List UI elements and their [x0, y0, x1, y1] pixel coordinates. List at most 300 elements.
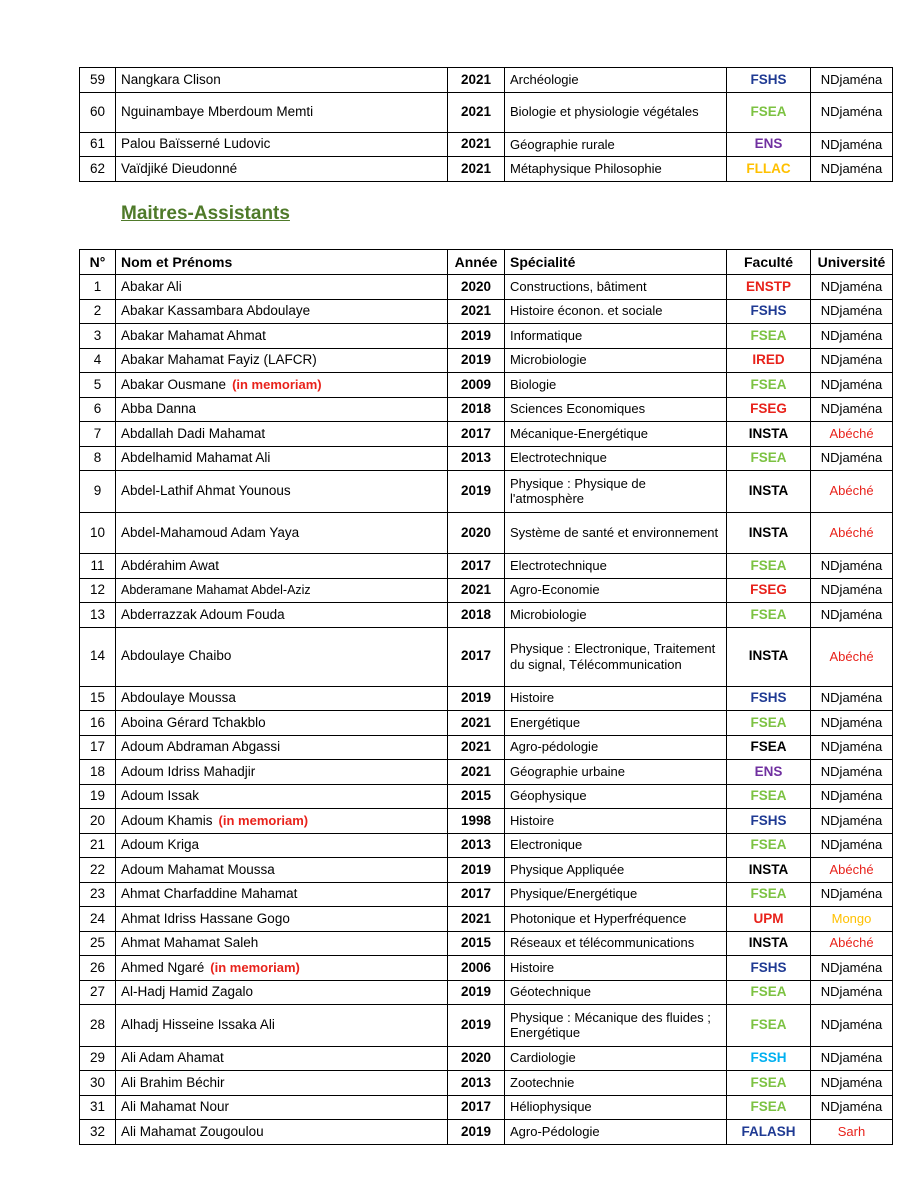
- row-name-text: Adoum Kriga: [121, 837, 200, 853]
- row-number: 23: [80, 882, 116, 907]
- table-row: [80, 373, 893, 398]
- row-year: 1998: [448, 809, 505, 834]
- row-year: 2015: [448, 931, 505, 956]
- row-name-text: Ali Mahamat Nour: [121, 1099, 230, 1115]
- row-number: 2: [80, 299, 116, 324]
- header-year: Année: [448, 250, 505, 275]
- row-name-text: Alhadj Hisseine Issaka Ali: [121, 1017, 275, 1033]
- table-row: [80, 931, 893, 956]
- row-number: 30: [80, 1071, 116, 1096]
- row-university: NDjaména: [811, 603, 893, 628]
- table-row: [80, 324, 893, 349]
- row-name: [116, 422, 448, 447]
- row-specialty: Physique : Physique de l'atmosphère: [505, 471, 727, 513]
- table-row: [80, 603, 893, 628]
- row-faculty: FSHS: [727, 686, 811, 711]
- row-name-text: Abba Danna: [121, 401, 197, 417]
- row-year: 2019: [448, 324, 505, 349]
- row-specialty: Electronique: [505, 833, 727, 858]
- in-memoriam-note: (in memoriam): [232, 376, 322, 392]
- row-faculty: INSTA: [727, 471, 811, 513]
- table-header-row: [80, 250, 893, 275]
- row-year: 2013: [448, 1071, 505, 1096]
- row-university: NDjaména: [811, 784, 893, 809]
- row-faculty: FSEA: [727, 882, 811, 907]
- row-faculty: FSSH: [727, 1046, 811, 1071]
- row-specialty: Géotechnique: [505, 980, 727, 1005]
- row-name: [116, 735, 448, 760]
- row-year: 2009: [448, 373, 505, 398]
- header-spec: Spécialité: [505, 250, 727, 275]
- table-row: [80, 92, 893, 132]
- row-specialty: Géophysique: [505, 784, 727, 809]
- row-faculty: FSEG: [727, 578, 811, 603]
- table-row: [80, 578, 893, 603]
- row-year: 2021: [448, 299, 505, 324]
- row-faculty: INSTA: [727, 858, 811, 883]
- row-number: 27: [80, 980, 116, 1005]
- row-number: 59: [80, 68, 116, 93]
- row-name: [116, 760, 448, 785]
- row-university: NDjaména: [811, 809, 893, 834]
- table-row: [80, 735, 893, 760]
- row-faculty: FLLAC: [727, 157, 811, 182]
- row-faculty: FSHS: [727, 68, 811, 93]
- row-name-text: Abdérahim Awat: [121, 557, 220, 573]
- row-faculty: IRED: [727, 348, 811, 373]
- row-year: 2021: [448, 68, 505, 93]
- row-number: 25: [80, 931, 116, 956]
- row-faculty: FALASH: [727, 1120, 811, 1145]
- row-name-text: Al-Hadj Hamid Zagalo: [121, 984, 254, 1000]
- row-name: [116, 554, 448, 579]
- header-fac: Faculté: [727, 250, 811, 275]
- row-faculty: INSTA: [727, 931, 811, 956]
- row-name: [116, 324, 448, 349]
- row-name-text: Abakar Ousmane: [121, 376, 227, 392]
- row-number: 10: [80, 512, 116, 554]
- row-faculty: FSEA: [727, 446, 811, 471]
- table-row: [80, 1095, 893, 1120]
- row-number: 22: [80, 858, 116, 883]
- table-row: [80, 512, 893, 554]
- row-name: [116, 299, 448, 324]
- row-number: 4: [80, 348, 116, 373]
- row-year: 2021: [448, 760, 505, 785]
- row-number: 17: [80, 735, 116, 760]
- row-number: 21: [80, 833, 116, 858]
- row-specialty: Mécanique-Energétique: [505, 422, 727, 447]
- row-year: 2019: [448, 1005, 505, 1047]
- table-row: [80, 446, 893, 471]
- row-specialty: Agro-Economie: [505, 578, 727, 603]
- row-university: NDjaména: [811, 68, 893, 93]
- row-name: [116, 711, 448, 736]
- row-name: [116, 578, 448, 603]
- row-name-text: Ali Adam Ahamat: [121, 1050, 224, 1066]
- row-name: [116, 1095, 448, 1120]
- row-specialty: Agro-Pédologie: [505, 1120, 727, 1145]
- row-name-text: Ahmed Ngaré: [121, 959, 205, 975]
- row-number: 16: [80, 711, 116, 736]
- row-year: 2013: [448, 446, 505, 471]
- row-name: [116, 1046, 448, 1071]
- row-faculty: INSTA: [727, 422, 811, 447]
- row-number: 11: [80, 554, 116, 579]
- row-year: 2019: [448, 348, 505, 373]
- table-row: [80, 784, 893, 809]
- row-specialty: Constructions, bâtiment: [505, 275, 727, 300]
- row-name-text: Abakar Ali: [121, 278, 182, 294]
- section-title: Maitres-Assistants: [121, 203, 290, 224]
- maitres-assistants-table: [79, 249, 893, 1145]
- row-specialty: Photonique et Hyperfréquence: [505, 907, 727, 932]
- in-memoriam-note: (in memoriam): [210, 959, 300, 975]
- header-num: N°: [80, 250, 116, 275]
- row-year: 2018: [448, 397, 505, 422]
- row-year: 2021: [448, 735, 505, 760]
- row-year: 2017: [448, 1095, 505, 1120]
- row-name-text: Nguinambaye Mberdoum Memti: [121, 104, 314, 119]
- row-name-text: Aboina Gérard Tchakblo: [121, 714, 266, 730]
- row-specialty: Sciences Economiques: [505, 397, 727, 422]
- row-name: [116, 784, 448, 809]
- row-year: 2021: [448, 711, 505, 736]
- row-name-text: Adoum Abdraman Abgassi: [121, 739, 281, 755]
- row-name: [116, 1071, 448, 1096]
- row-number: 12: [80, 578, 116, 603]
- row-name-text: Abakar Kassambara Abdoulaye: [121, 303, 311, 319]
- row-number: 15: [80, 686, 116, 711]
- row-university: Abéché: [811, 858, 893, 883]
- row-name: [116, 809, 448, 834]
- row-specialty: Agro-pédologie: [505, 735, 727, 760]
- row-faculty: FSEA: [727, 1005, 811, 1047]
- table-row: [80, 275, 893, 300]
- row-name: [116, 931, 448, 956]
- table-row: [80, 397, 893, 422]
- row-specialty: Métaphysique Philosophie: [505, 157, 727, 182]
- table-row: [80, 471, 893, 513]
- row-number: 3: [80, 324, 116, 349]
- row-name-text: Ahmat Idriss Hassane Gogo: [121, 910, 290, 926]
- row-faculty: FSEA: [727, 373, 811, 398]
- row-specialty: Informatique: [505, 324, 727, 349]
- row-university: NDjaména: [811, 157, 893, 182]
- row-university: NDjaména: [811, 324, 893, 349]
- row-name: [116, 627, 448, 686]
- row-name-text: Adoum Issak: [121, 788, 200, 804]
- row-number: 24: [80, 907, 116, 932]
- row-university: NDjaména: [811, 686, 893, 711]
- row-year: 2019: [448, 858, 505, 883]
- table-row: [80, 760, 893, 785]
- row-university: NDjaména: [811, 1095, 893, 1120]
- row-name: [116, 833, 448, 858]
- row-university: NDjaména: [811, 397, 893, 422]
- row-faculty: FSEA: [727, 735, 811, 760]
- header-univ: Université: [811, 250, 893, 275]
- row-specialty: Histoire: [505, 809, 727, 834]
- row-name-text: Ali Mahamat Zougoulou: [121, 1123, 264, 1139]
- row-specialty: Cardiologie: [505, 1046, 727, 1071]
- table-row: [80, 980, 893, 1005]
- row-year: 2019: [448, 471, 505, 513]
- row-number: 18: [80, 760, 116, 785]
- row-name: [116, 956, 448, 981]
- row-year: 2017: [448, 422, 505, 447]
- row-university: Abéché: [811, 512, 893, 554]
- row-name: [116, 68, 448, 93]
- row-number: 32: [80, 1120, 116, 1145]
- row-name: [116, 373, 448, 398]
- row-specialty: Réseaux et télécommunications: [505, 931, 727, 956]
- row-faculty: ENS: [727, 132, 811, 157]
- main-table-body: [80, 275, 893, 1145]
- row-year: 2021: [448, 578, 505, 603]
- row-specialty: Zootechnie: [505, 1071, 727, 1096]
- row-name: [116, 275, 448, 300]
- row-university: NDjaména: [811, 92, 893, 132]
- row-university: NDjaména: [811, 1005, 893, 1047]
- row-university: NDjaména: [811, 735, 893, 760]
- row-name-text: Nangkara Clison: [121, 71, 221, 87]
- row-number: 13: [80, 603, 116, 628]
- table-row: [80, 132, 893, 157]
- row-name: [116, 1005, 448, 1047]
- table-row: [80, 554, 893, 579]
- row-number: 7: [80, 422, 116, 447]
- row-number: 6: [80, 397, 116, 422]
- row-university: NDjaména: [811, 446, 893, 471]
- row-specialty: Physique/Energétique: [505, 882, 727, 907]
- row-year: 2019: [448, 686, 505, 711]
- row-faculty: INSTA: [727, 627, 811, 686]
- row-specialty: Archéologie: [505, 68, 727, 93]
- row-name-text: Ahmat Charfaddine Mahamat: [121, 886, 298, 902]
- row-faculty: ENS: [727, 760, 811, 785]
- row-year: 2021: [448, 132, 505, 157]
- row-faculty: FSEA: [727, 980, 811, 1005]
- table-row: [80, 157, 893, 182]
- table-row: [80, 711, 893, 736]
- row-specialty: Histoire: [505, 686, 727, 711]
- row-faculty: FSEA: [727, 784, 811, 809]
- row-faculty: FSEA: [727, 92, 811, 132]
- row-number: 19: [80, 784, 116, 809]
- table-row: [80, 299, 893, 324]
- row-name: [116, 686, 448, 711]
- row-specialty: Electrotechnique: [505, 554, 727, 579]
- row-name: [116, 980, 448, 1005]
- row-number: 61: [80, 132, 116, 157]
- in-memoriam-note: (in memoriam): [218, 812, 309, 828]
- row-name-text: Abakar Mahamat Ahmat: [121, 327, 266, 343]
- table-row: [80, 858, 893, 883]
- row-name-text: Abdel-Lathif Ahmat Younous: [121, 483, 291, 499]
- row-name-text: Abakar Mahamat Fayiz (LAFCR): [121, 352, 317, 368]
- row-year: 2015: [448, 784, 505, 809]
- row-faculty: UPM: [727, 907, 811, 932]
- row-university: NDjaména: [811, 348, 893, 373]
- row-name-text: Vaïdjiké Dieudonné: [121, 160, 238, 176]
- table-row: [80, 809, 893, 834]
- row-faculty: FSEA: [727, 324, 811, 349]
- row-name-text: Adoum Idriss Mahadjir: [121, 763, 256, 779]
- row-faculty: FSEA: [727, 1071, 811, 1096]
- row-year: 2021: [448, 907, 505, 932]
- row-university: NDjaména: [811, 1071, 893, 1096]
- row-specialty: Microbiologie: [505, 348, 727, 373]
- header-name: Nom et Prénoms: [116, 250, 448, 275]
- row-specialty: Microbiologie: [505, 603, 727, 628]
- top-table-body: [80, 68, 893, 182]
- row-number: 28: [80, 1005, 116, 1047]
- table-row: [80, 348, 893, 373]
- table-row: [80, 1005, 893, 1047]
- row-specialty: Histoire éconon. et sociale: [505, 299, 727, 324]
- row-faculty: FSHS: [727, 299, 811, 324]
- row-year: 2020: [448, 275, 505, 300]
- row-name: [116, 132, 448, 157]
- row-name: [116, 157, 448, 182]
- row-university: NDjaména: [811, 554, 893, 579]
- row-year: 2017: [448, 882, 505, 907]
- row-university: NDjaména: [811, 373, 893, 398]
- row-specialty: Physique : Electronique, Traitement du signal, Télécommunication: [505, 627, 727, 686]
- row-name-text: Adoum Khamis: [121, 812, 213, 828]
- row-faculty: FSEA: [727, 554, 811, 579]
- row-university: NDjaména: [811, 956, 893, 981]
- row-faculty: FSHS: [727, 956, 811, 981]
- row-number: 5: [80, 373, 116, 398]
- row-year: 2020: [448, 1046, 505, 1071]
- row-name-text: Abdoulaye Moussa: [121, 690, 236, 706]
- row-name: [116, 907, 448, 932]
- row-specialty: Géographie rurale: [505, 132, 727, 157]
- row-name-text: Abderamane Mahamat Abdel-Aziz: [121, 582, 311, 597]
- row-name: [116, 603, 448, 628]
- row-year: 2020: [448, 512, 505, 554]
- table-row: [80, 882, 893, 907]
- row-name-text: Palou Baïsserné Ludovic: [121, 136, 271, 152]
- row-number: 29: [80, 1046, 116, 1071]
- row-year: 2018: [448, 603, 505, 628]
- row-name-text: Ali Brahim Béchir: [121, 1074, 225, 1090]
- row-faculty: FSEG: [727, 397, 811, 422]
- row-name-text: Abdelhamid Mahamat Ali: [121, 450, 271, 466]
- row-name-text: Ahmat Mahamat Saleh: [121, 935, 259, 951]
- row-university: Abéché: [811, 931, 893, 956]
- row-name: [116, 92, 448, 132]
- row-year: 2019: [448, 980, 505, 1005]
- row-number: 62: [80, 157, 116, 182]
- row-number: 8: [80, 446, 116, 471]
- row-faculty: FSEA: [727, 603, 811, 628]
- row-name-text: Adoum Mahamat Moussa: [121, 861, 275, 877]
- row-number: 31: [80, 1095, 116, 1120]
- table-row: [80, 833, 893, 858]
- row-university: Abéché: [811, 471, 893, 513]
- row-faculty: FSEA: [727, 1095, 811, 1120]
- table-row: [80, 1046, 893, 1071]
- row-specialty: Géographie urbaine: [505, 760, 727, 785]
- table-row: [80, 686, 893, 711]
- row-university: Mongo: [811, 907, 893, 932]
- row-name-text: Abderrazzak Adoum Fouda: [121, 606, 285, 622]
- row-year: 2017: [448, 627, 505, 686]
- row-faculty: FSEA: [727, 711, 811, 736]
- row-name: [116, 471, 448, 513]
- row-university: NDjaména: [811, 882, 893, 907]
- row-name: [116, 1120, 448, 1145]
- table-row: [80, 907, 893, 932]
- row-number: 20: [80, 809, 116, 834]
- row-specialty: Physique : Mécanique des fluides ; Energétique: [505, 1005, 727, 1047]
- row-university: NDjaména: [811, 711, 893, 736]
- row-number: 14: [80, 627, 116, 686]
- row-year: 2019: [448, 1120, 505, 1145]
- row-specialty: Histoire: [505, 956, 727, 981]
- table-row: [80, 422, 893, 447]
- row-number: 60: [80, 92, 116, 132]
- row-university: Abéché: [811, 627, 893, 686]
- table-row: [80, 68, 893, 93]
- top-table: [79, 67, 893, 182]
- row-specialty: Physique Appliquée: [505, 858, 727, 883]
- row-specialty: Système de santé et environnement: [505, 512, 727, 554]
- table-row: [80, 1120, 893, 1145]
- row-name-text: Abdel-Mahamoud Adam Yaya: [121, 524, 300, 540]
- table-row: [80, 1071, 893, 1096]
- row-faculty: FSHS: [727, 809, 811, 834]
- row-name: [116, 858, 448, 883]
- row-name: [116, 348, 448, 373]
- row-year: 2017: [448, 554, 505, 579]
- row-specialty: Biologie: [505, 373, 727, 398]
- row-university: NDjaména: [811, 760, 893, 785]
- row-year: 2006: [448, 956, 505, 981]
- table-row: [80, 956, 893, 981]
- row-university: NDjaména: [811, 275, 893, 300]
- row-university: NDjaména: [811, 132, 893, 157]
- row-name-text: Abdallah Dadi Mahamat: [121, 425, 266, 441]
- row-number: 9: [80, 471, 116, 513]
- row-university: NDjaména: [811, 578, 893, 603]
- row-faculty: ENSTP: [727, 275, 811, 300]
- row-name: [116, 512, 448, 554]
- row-specialty: Electrotechnique: [505, 446, 727, 471]
- row-name: [116, 882, 448, 907]
- row-university: NDjaména: [811, 1046, 893, 1071]
- row-year: 2013: [448, 833, 505, 858]
- row-university: Abéché: [811, 422, 893, 447]
- row-specialty: Héliophysique: [505, 1095, 727, 1120]
- row-university: Sarh: [811, 1120, 893, 1145]
- row-university: NDjaména: [811, 833, 893, 858]
- row-university: NDjaména: [811, 299, 893, 324]
- row-number: 1: [80, 275, 116, 300]
- row-name: [116, 446, 448, 471]
- row-year: 2021: [448, 92, 505, 132]
- row-faculty: INSTA: [727, 512, 811, 554]
- row-faculty: FSEA: [727, 833, 811, 858]
- row-name-text: Abdoulaye Chaibo: [121, 648, 232, 664]
- row-specialty: Energétique: [505, 711, 727, 736]
- row-number: 26: [80, 956, 116, 981]
- row-year: 2021: [448, 157, 505, 182]
- row-specialty: Biologie et physiologie végétales: [505, 92, 727, 132]
